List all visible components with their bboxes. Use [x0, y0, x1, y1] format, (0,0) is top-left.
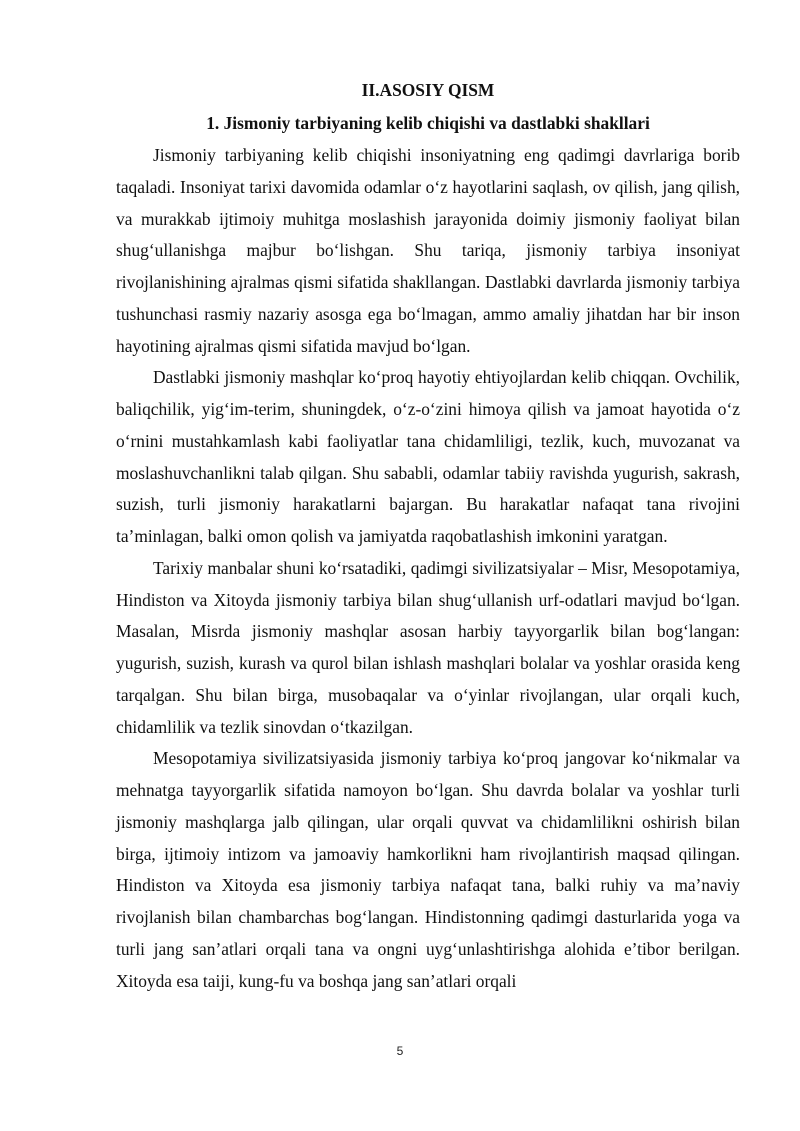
page-content: [116, 74, 740, 997]
subsection-title: 1. Jismoniy tarbiyaning kelib chiqishi va dastlabki shakllari: [206, 113, 650, 133]
page-number: 5: [396, 1044, 404, 1058]
paragraph: Tarixiy manbalar shuni ko‘rsatadiki, qadimgi sivilizatsiyalar – Misr, Mesopotamiya, Hindiston va Xitoyda jismoniy tarbiya bilan shug‘ullanish urf-odatlari mavjud bo‘lgan. Masalan, Misrda jismoniy mashqlar asosan harbiy tayyorgarlik bilan bog‘langan: yugurish, suzish, kurash va qurol bilan ishlash mashqlari bolalar va yoshlar orasida keng tarqalgan. Shu bilan birga, musobaqalar va o‘yinlar rivojlangan, ular orqali kuch, chidamlilik va tezlik sinovdan o‘tkazilgan.: [116, 557, 740, 737]
section-title: II.ASOSIY QISM: [361, 80, 495, 100]
paragraph: Dastlabki jismoniy mashqlar ko‘proq hayotiy ehtiyojlardan kelib chiqqan. Ovchilik, baliqchilik, yig‘im-terim, shuningdek, o‘z-o‘zini himoya qilish va jamoat hayotida o‘z o‘rnini mustahkamlash kabi faoliyatlar tana chidamliligi, tezlik, kuch, muvozanat va moslashuvchanlikni talab qilgan. Shu sababli, odamlar tabiiy ravishda yugurish, sakrash, suzish, turli jismoniy harakatlarni bajargan. Bu harakatlar nafaqat tana rivojini ta’minlagan, balki omon qolish va jamiyatda raqobatlashish imkonini yaratgan.: [116, 367, 740, 546]
paragraph: Jismoniy tarbiyaning kelib chiqishi insoniyatning eng qadimgi davrlariga borib taqaladi. Insoniyat tarixi davomida odamlar o‘z hayotlarini saqlash, ov qilish, jang qilish, va murakkab ijtimoiy muhitga moslashish jarayonida doimiy jismoniy faoliyat bilan shug‘ullanishga majbur bo‘lishgan. Shu tariqa, jismoniy tarbiya insoniyat rivojlanishining ajralmas qismi sifatida shakllangan. Dastlabki davrlarda jismoniy tarbiya tushunchasi rasmiy nazariy asosga ega bo‘lmagan, ammo amaliy jihatdan har bir inson hayotining ajralmas qismi sifatida mavjud bo‘lgan.: [116, 145, 740, 356]
paragraph: Mesopotamiya sivilizatsiyasida jismoniy tarbiya ko‘proq jangovar ko‘nikmalar va mehnatga tayyorgarlik sifatida namoyon bo‘lgan. Shu davrda bolalar va yoshlar turli jismoniy mashqlarga jalb qilingan, ular orqali quvvat va chidamlilikni oshirish bilan birga, ijtimoiy intizom va jamoaviy hamkorlikni ham rivojlantirish maqsad qilingan. Hindiston va Xitoyda esa jismoniy tarbiya nafaqat tana, balki ruhiy va ma’naviy rivojlanish bilan chambarchas bog‘langan. Hindistonning qadimgi dasturlarida yoga va turli jang san’atlari orqali tana va ongni uyg‘unlashtirishga alohida e’tibor berilgan. Xitoyda esa taiji, kung-fu va boshqa jang san’atlari orqali: [116, 748, 740, 991]
